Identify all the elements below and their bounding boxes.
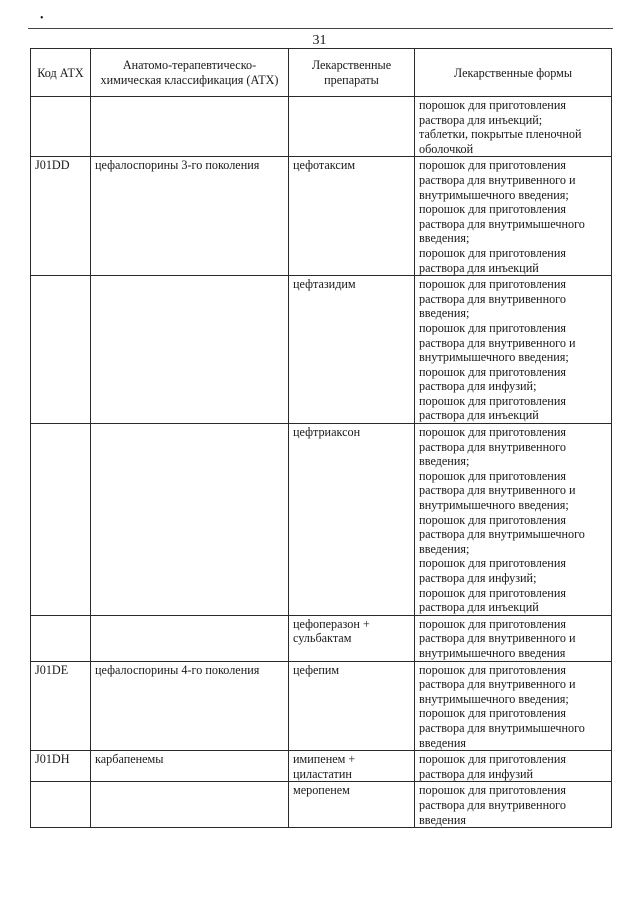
table-row bbox=[31, 276, 612, 424]
cell-classification: карбапенемы bbox=[91, 751, 289, 782]
form-line: раствора для инъекций bbox=[419, 600, 539, 615]
drug-line: цефтазидим bbox=[293, 277, 356, 292]
cell-classification bbox=[91, 424, 289, 616]
cell-code bbox=[31, 276, 91, 424]
table-body bbox=[31, 97, 612, 828]
form-line: раствора для инъекций; bbox=[419, 112, 543, 127]
form-line: раствора для внутривенного и bbox=[419, 631, 576, 646]
cell-drug bbox=[289, 661, 415, 751]
form-line: внутримышечного введения; bbox=[419, 350, 569, 365]
form-line: порошок для приготовления bbox=[419, 662, 566, 677]
cell-drug bbox=[289, 615, 415, 661]
cell-forms bbox=[415, 615, 612, 661]
form-line: введения; bbox=[419, 541, 470, 556]
form-line: раствора для внутривенного и bbox=[419, 677, 576, 692]
page-number: 31 bbox=[312, 33, 327, 48]
cell-classification: цефалоспорины 4-го поколения bbox=[91, 661, 289, 751]
form-line: порошок для приготовления bbox=[419, 556, 566, 571]
table-row bbox=[31, 97, 612, 157]
form-line: раствора для инфузий bbox=[419, 766, 534, 781]
cell-classification bbox=[91, 615, 289, 661]
cell-code: J01DD bbox=[31, 157, 91, 276]
form-line: порошок для приготовления bbox=[419, 468, 566, 483]
cell-code bbox=[31, 615, 91, 661]
form-line: введения; bbox=[419, 454, 470, 469]
cell-forms bbox=[415, 97, 612, 157]
header-forms: Лекарственные формы bbox=[415, 49, 612, 97]
table-row bbox=[31, 615, 612, 661]
drug-line: цефепим bbox=[293, 662, 340, 677]
header-classification: Анатомо-терапевтическо-химическая классификация (АТХ) bbox=[91, 49, 289, 97]
scan-corner-mark: • bbox=[40, 13, 44, 24]
form-line: порошок для приготовления bbox=[419, 277, 566, 292]
cell-code bbox=[31, 782, 91, 828]
form-line: введения; bbox=[419, 306, 470, 321]
table-row bbox=[31, 661, 612, 751]
form-line: раствора для инфузий; bbox=[419, 379, 537, 394]
form-line: раствора для внутримышечного bbox=[419, 527, 585, 542]
table-row bbox=[31, 751, 612, 782]
form-line: внутримышечного введения; bbox=[419, 691, 569, 706]
form-line: раствора для внутривенного и bbox=[419, 335, 576, 350]
drug-line: цефоперазон + bbox=[293, 616, 370, 631]
cell-forms bbox=[415, 424, 612, 616]
table-row bbox=[31, 424, 612, 616]
header-code: Код АТХ bbox=[31, 49, 91, 97]
form-line: порошок для приготовления bbox=[419, 158, 566, 173]
drug-line: циластатин bbox=[293, 766, 352, 781]
form-line: порошок для приготовления bbox=[419, 752, 566, 767]
form-line: раствора для внутримышечного bbox=[419, 720, 585, 735]
atx-drug-table bbox=[30, 48, 612, 828]
drug-line: сульбактам bbox=[293, 631, 352, 646]
form-line: введения bbox=[419, 812, 466, 827]
form-line: введения; bbox=[419, 231, 470, 246]
cell-code bbox=[31, 97, 91, 157]
form-line: раствора для инъекций bbox=[419, 408, 539, 423]
form-line: оболочкой bbox=[419, 141, 474, 156]
cell-forms bbox=[415, 276, 612, 424]
form-line: внутримышечного введения; bbox=[419, 187, 569, 202]
form-line: порошок для приготовления bbox=[419, 364, 566, 379]
drug-line: цефотаксим bbox=[293, 158, 356, 173]
form-line: раствора для внутривенного bbox=[419, 797, 566, 812]
form-line: порошок для приготовления bbox=[419, 393, 566, 408]
cell-code bbox=[31, 424, 91, 616]
form-line: раствора для инфузий; bbox=[419, 571, 537, 585]
drug-line: меропенем bbox=[293, 783, 350, 798]
cell-classification bbox=[91, 782, 289, 828]
table-row bbox=[31, 157, 612, 276]
cell-drug bbox=[289, 751, 415, 782]
cell-drug bbox=[289, 276, 415, 424]
table-header-row bbox=[31, 49, 612, 97]
form-line: раствора для внутривенного и bbox=[419, 172, 576, 187]
cell-drug bbox=[289, 97, 415, 157]
cell-drug bbox=[289, 157, 415, 276]
form-line: порошок для приготовления bbox=[419, 425, 566, 440]
form-line: порошок для приготовления bbox=[419, 245, 566, 260]
form-line: раствора для внутривенного bbox=[419, 291, 566, 306]
cell-code: J01DH bbox=[31, 751, 91, 782]
cell-drug bbox=[289, 782, 415, 828]
form-line: раствора для внутримышечного bbox=[419, 216, 585, 231]
form-line: внутримышечного введения; bbox=[419, 498, 569, 513]
table-row bbox=[31, 782, 612, 828]
form-line: таблетки, покрытые пленочной bbox=[419, 127, 582, 142]
drug-line: цефтриаксон bbox=[293, 425, 361, 440]
form-line: порошок для приготовления bbox=[419, 202, 566, 217]
form-line: порошок для приготовления bbox=[419, 585, 566, 600]
form-line: порошок для приготовления bbox=[419, 783, 566, 798]
cell-code: J01DE bbox=[31, 661, 91, 751]
cell-forms bbox=[415, 157, 612, 276]
top-rule bbox=[28, 28, 613, 29]
cell-forms bbox=[415, 661, 612, 751]
form-line: раствора для внутривенного bbox=[419, 439, 566, 454]
cell-forms bbox=[415, 751, 612, 782]
form-line: введения bbox=[419, 735, 466, 750]
form-line: порошок для приготовления bbox=[419, 98, 566, 112]
form-line: порошок для приготовления bbox=[419, 320, 566, 335]
header-drugs: Лекарственные препараты bbox=[289, 49, 415, 97]
form-line: раствора для внутривенного и bbox=[419, 483, 576, 498]
form-line: порошок для приготовления bbox=[419, 616, 566, 631]
cell-classification bbox=[91, 276, 289, 424]
cell-classification: цефалоспорины 3-го поколения bbox=[91, 157, 289, 276]
cell-forms bbox=[415, 782, 612, 828]
form-line: порошок для приготовления bbox=[419, 512, 566, 527]
form-line: внутримышечного введения bbox=[419, 645, 566, 660]
form-line: раствора для инъекций bbox=[419, 260, 539, 275]
cell-drug bbox=[289, 424, 415, 616]
form-line: порошок для приготовления bbox=[419, 706, 566, 721]
cell-classification bbox=[91, 97, 289, 157]
drug-line: имипенем + bbox=[293, 752, 356, 767]
